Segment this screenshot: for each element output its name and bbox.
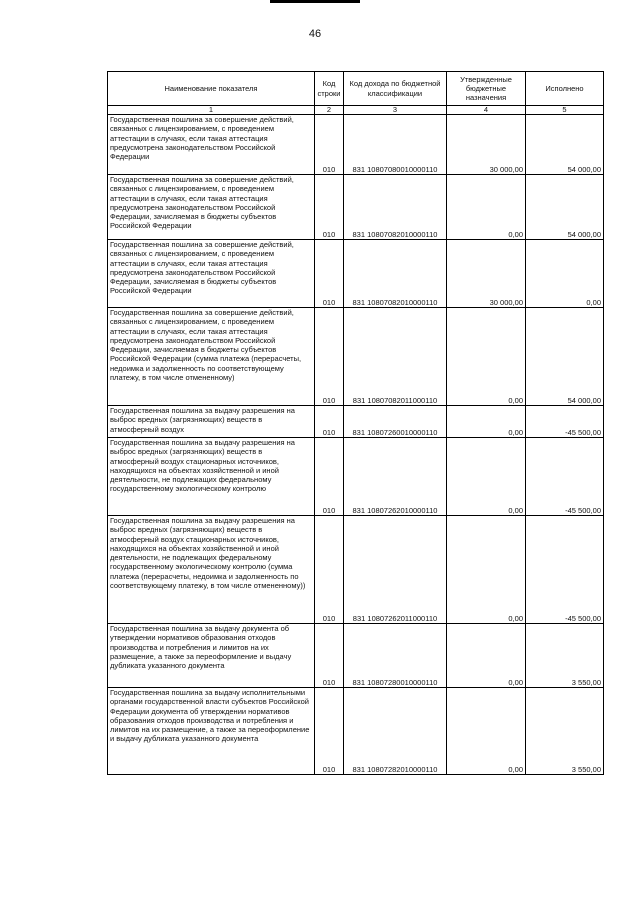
row-code: 010 [315,240,344,308]
row-executed: 3 550,00 [526,688,604,775]
row-code: 010 [315,406,344,438]
column-number: 5 [526,106,604,115]
row-approved: 30 000,00 [447,115,526,175]
row-executed: 54 000,00 [526,115,604,175]
row-name: Государственная пошлина за выдачу разрешения на выброс вредных (загрязняющих) веществ в атмосферный воздух [108,406,315,438]
row-name: Государственная пошлина за выдачу документа об утверждении нормативов образования отходов производства и потребления и лимитов на их размещение, а также за переоформление и выдачу дубликата указанного документа [108,624,315,688]
row-code: 010 [315,438,344,516]
row-executed: 54 000,00 [526,175,604,240]
column-number: 3 [344,106,447,115]
row-executed: -45 500,00 [526,438,604,516]
row-name: Государственная пошлина за совершение действий, связанных с лицензированием, с проведением аттестации в случаях, если такая аттестация предусмотрена законодательством Российской Федерации, зачисляемая в бюджеты субъектов Российской Федерации [108,240,315,308]
column-number-row [108,106,604,115]
header-budget-code: Код дохода по бюджетной классификации [344,72,447,106]
row-budget-code: 831 10807082011000110 [344,308,447,406]
row-approved: 0,00 [447,516,526,624]
row-budget-code: 831 10807080010000110 [344,115,447,175]
row-name: Государственная пошлина за совершение действий, связанных с лицензированием, с проведением аттестации в случаях, если такая аттестация предусмотрена законодательством Российской Федерации, зачисляемая в бюджеты субъектов Российской Федерации (сумма платежа (перерасчеты, недоимка и задолженность по соответствующему платежу, в том числе отмененному) [108,308,315,406]
table-row [108,688,604,775]
row-code: 010 [315,175,344,240]
row-code: 010 [315,115,344,175]
row-code: 010 [315,308,344,406]
column-number: 2 [315,106,344,115]
page-number: 46 [308,28,322,40]
table-row [108,516,604,624]
header-code: Код строки [315,72,344,106]
revenue-table [107,71,604,775]
row-approved: 30 000,00 [447,240,526,308]
row-name: Государственная пошлина за совершение действий, связанных с лицензированием, с проведением аттестации в случаях, если такая аттестация предусмотрена законодательством Российской Федерации [108,115,315,175]
row-budget-code: 831 10807082010000110 [344,240,447,308]
table-row [108,624,604,688]
row-approved: 0,00 [447,688,526,775]
row-budget-code: 831 10807282010000110 [344,688,447,775]
row-name: Государственная пошлина за выдачу разрешения на выброс вредных (загрязняющих) веществ в атмосферный воздух стационарных источников, находящихся на объектах хозяйственной и иной деятельности, не подлежащих федеральному государственному экологическому контролю (сумма платежа (перерасчеты, недоимка и задолженность по соответствующему платежу, в том числе отмененному)) [108,516,315,624]
table-row [108,240,604,308]
table-row [108,406,604,438]
row-name: Государственная пошлина за выдачу разрешения на выброс вредных (загрязняющих) веществ в атмосферный воздух стационарных источников, находящихся на объектах хозяйственной и иной деятельности, не подлежащих федеральному государственному экологическому контролю [108,438,315,516]
column-number: 1 [108,106,315,115]
row-budget-code: 831 10807082010000110 [344,175,447,240]
table-row [108,115,604,175]
row-executed: 3 550,00 [526,624,604,688]
row-code: 010 [315,624,344,688]
row-name: Государственная пошлина за совершение действий, связанных с лицензированием, с проведением аттестации в случаях, если такая аттестация предусмотрена законодательством Российской Федерации, зачисляемая в бюджеты субъектов Российской Федерации [108,175,315,240]
top-edge-bar [270,0,360,3]
header-name: Наименование показателя [108,72,315,106]
row-code: 010 [315,688,344,775]
header-row [108,72,604,106]
row-budget-code: 831 10807262011000110 [344,516,447,624]
row-budget-code: 831 10807280010000110 [344,624,447,688]
row-approved: 0,00 [447,175,526,240]
row-code: 010 [315,516,344,624]
row-budget-code: 831 10807260010000110 [344,406,447,438]
table-row [108,308,604,406]
header-executed: Исполнено [526,72,604,106]
table-row [108,175,604,240]
column-number: 4 [447,106,526,115]
table-row [108,438,604,516]
row-name: Государственная пошлина за выдачу исполнительными органами государственной власти субъектов Российской Федерации документа об утверждении нормативов образования отходов производства и потребления и лимитов на их размещение, а также за переоформление и выдачу дубликата указанного документа [108,688,315,775]
row-executed: -45 500,00 [526,516,604,624]
row-approved: 0,00 [447,308,526,406]
row-approved: 0,00 [447,624,526,688]
row-approved: 0,00 [447,406,526,438]
row-budget-code: 831 10807262010000110 [344,438,447,516]
row-executed: -45 500,00 [526,406,604,438]
row-executed: 54 000,00 [526,308,604,406]
header-approved: Утвержденные бюджетные назначения [447,72,526,106]
row-approved: 0,00 [447,438,526,516]
row-executed: 0,00 [526,240,604,308]
